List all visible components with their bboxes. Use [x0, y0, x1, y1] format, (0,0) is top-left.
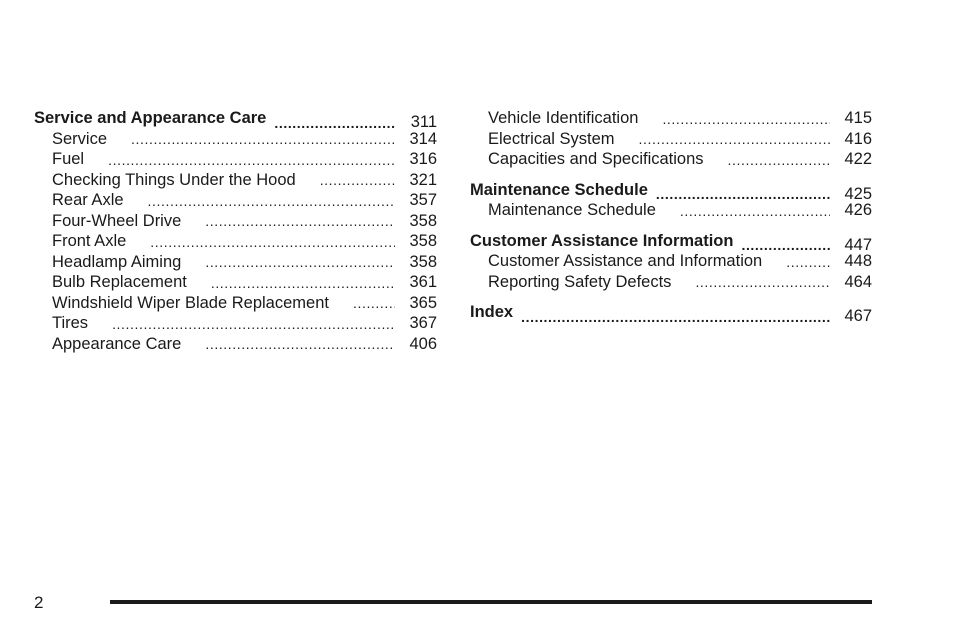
toc-entry-page: 357	[409, 191, 437, 209]
toc-entry-page: 316	[409, 150, 437, 168]
toc-entry-label: Windshield Wiper Blade Replacement	[52, 293, 329, 312]
toc-entry-label: Front Axle	[52, 232, 127, 250]
toc-entry-label: Capacities and Specifications	[488, 150, 704, 168]
toc-section-heading[interactable]	[470, 231, 872, 252]
toc-entry-label: Vehicle Identification	[488, 109, 639, 127]
dot-leader	[205, 337, 395, 354]
toc-entry-label: Fuel	[52, 150, 85, 168]
toc-entry-label: Service	[52, 129, 108, 148]
toc-entry-page: 415	[844, 109, 872, 127]
toc-entry[interactable]	[470, 108, 872, 129]
toc-entry-label: Tires	[52, 314, 89, 332]
toc-right-column	[470, 108, 872, 323]
toc-entry-page: 422	[844, 150, 872, 168]
toc-entry-page: 425	[844, 184, 872, 203]
dot-leader	[695, 275, 830, 292]
toc-entry-page: 321	[409, 170, 437, 189]
dot-leader	[320, 173, 395, 190]
toc-entry[interactable]	[34, 334, 437, 355]
toc-entry-page: 358	[409, 252, 437, 271]
dot-leader	[150, 235, 395, 252]
footer-rule	[110, 600, 872, 604]
toc-entry-label: Electrical System	[488, 129, 615, 148]
toc-entry[interactable]	[34, 231, 437, 252]
toc-entry-page: 358	[409, 232, 437, 250]
dot-leader	[205, 255, 395, 272]
toc-entry-label: Maintenance Schedule	[470, 180, 648, 199]
dot-leader	[112, 317, 395, 334]
dot-leader	[353, 296, 395, 313]
toc-section-heading[interactable]	[34, 108, 437, 129]
dot-leader	[639, 132, 830, 149]
dot-leader	[786, 255, 830, 272]
toc-entry[interactable]	[34, 211, 437, 232]
toc-entry-page: 311	[410, 113, 437, 131]
toc-entry-page: 467	[844, 307, 872, 325]
toc-entry-page: 365	[409, 293, 437, 312]
toc-entry-page: 447	[844, 235, 872, 254]
toc-entry-page: 464	[844, 272, 872, 291]
dot-leader	[148, 194, 395, 211]
dot-leader	[680, 204, 830, 221]
toc-entry[interactable]	[34, 190, 437, 211]
dot-leader	[741, 238, 830, 255]
dot-leader	[205, 214, 395, 231]
toc-entry-label: Service and Appearance Care	[34, 109, 267, 127]
toc-entry-label: Maintenance Schedule	[488, 201, 656, 219]
toc-entry[interactable]	[34, 272, 437, 293]
toc-entry-page: 314	[409, 129, 437, 148]
dot-leader	[108, 153, 395, 170]
toc-entry-page: 367	[409, 314, 437, 332]
toc-entry[interactable]	[470, 272, 872, 293]
toc-entry-page: 358	[409, 211, 437, 230]
dot-leader	[274, 116, 395, 133]
toc-entry[interactable]	[34, 149, 437, 170]
toc-section-heading[interactable]	[470, 302, 872, 323]
toc-entry-label: Checking Things Under the Hood	[52, 170, 296, 189]
toc-entry[interactable]	[34, 252, 437, 273]
toc-entry-label: Customer Assistance and Information	[488, 252, 763, 270]
toc-entry-label: Headlamp Aiming	[52, 252, 182, 271]
dot-leader	[521, 310, 830, 327]
toc-entry-label: Index	[470, 303, 514, 321]
dot-leader	[662, 112, 830, 129]
toc-section-heading[interactable]	[470, 180, 872, 201]
toc-entry-label: Appearance Care	[52, 334, 182, 353]
dot-leader	[131, 132, 395, 149]
toc-entry-label: Bulb Replacement	[52, 273, 187, 291]
toc-entry[interactable]	[34, 313, 437, 334]
toc-entry[interactable]	[34, 293, 437, 314]
toc-entry[interactable]	[470, 149, 872, 170]
toc-left-column	[34, 108, 437, 354]
toc-entry-label: Reporting Safety Defects	[488, 272, 672, 291]
toc-entry-label: Customer Assistance Information	[470, 231, 734, 250]
dot-leader	[728, 153, 830, 170]
toc-entry-page: 361	[409, 273, 437, 291]
toc-entry-page: 448	[844, 252, 872, 270]
dot-leader	[211, 276, 395, 293]
toc-entry[interactable]	[470, 129, 872, 150]
dot-leader	[656, 187, 830, 204]
toc-entry-label: Four-Wheel Drive	[52, 211, 182, 230]
toc-entry-label: Rear Axle	[52, 191, 124, 209]
page-number: 2	[34, 593, 44, 612]
toc-entry-page: 426	[844, 201, 872, 219]
toc-entry[interactable]	[34, 170, 437, 191]
toc-entry-page: 406	[409, 334, 437, 353]
toc-entry-page: 416	[844, 129, 872, 148]
